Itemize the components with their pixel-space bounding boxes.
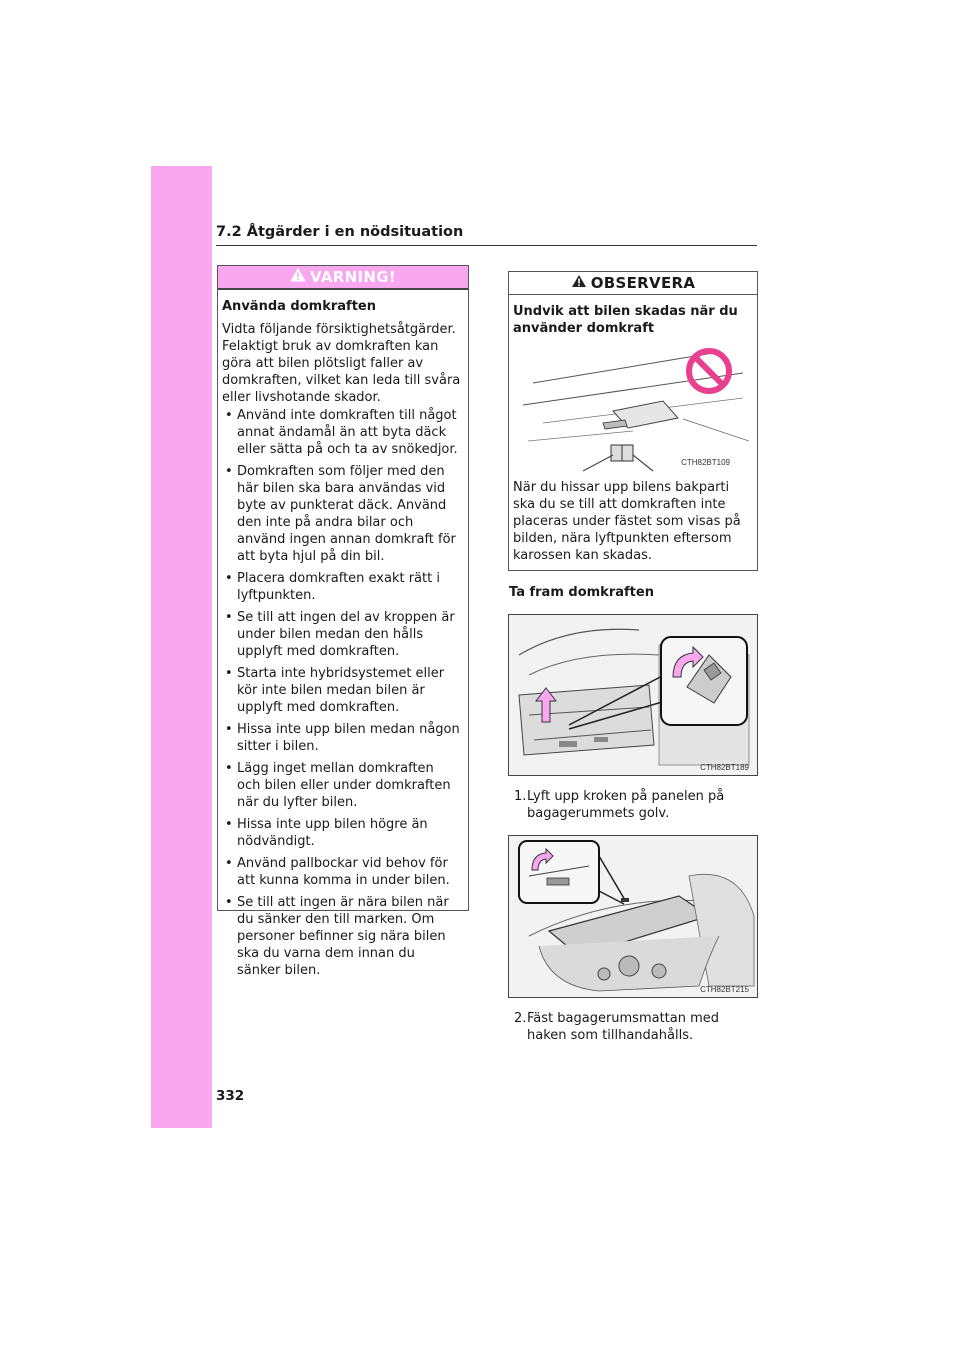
notice-text: När du hissar upp bilens bakparti ska du se till att domkraften inte placeras under fästet som visas på bilden, nära lyftpunkten eftersom karossen kan skadas.: [513, 480, 741, 563]
step-number: 2.: [514, 1011, 527, 1026]
figure-code: CTH82BT189: [700, 763, 749, 772]
figure-trunk-floor-hook: [508, 614, 758, 776]
jack-section-heading: Ta fram domkraften: [509, 585, 654, 600]
list-item: • Domkraften som följer med den här bilen ska bara användas vid byte av punkterat däck. Använd den inte på andra bilar och använd ingen annan domkraft för att byta hjul på din bil.: [225, 464, 456, 564]
notice-box: [508, 271, 758, 571]
step-text: Lyft upp kroken på panelen på bagagerummets golv.: [527, 789, 725, 821]
figure-trunk-mat-hook: [508, 835, 758, 998]
list-item: • Se till att ingen är nära bilen när du sänker den till marken. Om personer befinner sig nära bilen ska du varna dem innan du sänker bilen.: [225, 895, 449, 978]
list-item: • Se till att ingen del av kroppen är under bilen medan den hålls upplyft med domkraften.: [225, 610, 455, 659]
figure-code: CTH82BT109: [681, 458, 730, 467]
warning-triangle-icon: [571, 274, 587, 292]
warning-title: Använda domkraften: [222, 299, 376, 314]
section-header: 7.2 Åtgärder i en nödsituation: [216, 224, 757, 246]
list-item: • Använd inte domkraften till något annat ändamål än att byta däck eller sätta på och ta av snökedjor.: [225, 408, 458, 457]
up-arrow-icon: [535, 687, 557, 723]
warning-header: [218, 266, 468, 290]
page-number: 332: [216, 1088, 245, 1104]
curved-arrow-icon: [529, 848, 555, 872]
warning-header-label: VARNING!: [310, 267, 396, 286]
notice-header-label: OBSERVERA: [590, 273, 696, 292]
warning-intro: Vidta följande försiktighetsåtgärder. Felaktigt bruk av domkraften kan göra att bilen plötsligt faller av domkraften, vilket kan leda till svåra eller livshotande skador.: [222, 322, 461, 405]
prohibition-icon: [685, 347, 733, 395]
list-item: • Hissa inte upp bilen medan någon sitter i bilen.: [225, 722, 460, 754]
list-item: • Placera domkraften exakt rätt i lyftpunkten.: [225, 571, 440, 603]
step-1: [508, 788, 758, 822]
step-2: [508, 1010, 758, 1044]
figure-code: CTH82BT215: [700, 985, 749, 994]
side-tab-strip: [151, 166, 212, 1128]
warning-box: [217, 265, 469, 978]
list-item: • Starta inte hybridsystemet eller kör inte bilen medan bilen är upplyft med domkraften.: [225, 666, 445, 715]
step-text: Fäst bagagerumsmattan med haken som tillhandahålls.: [527, 1011, 720, 1043]
warning-triangle-icon: [290, 268, 306, 286]
step-number: 1.: [514, 789, 527, 804]
notice-title: Undvik att bilen skadas när du använder domkraft: [513, 304, 738, 336]
notice-figure: [513, 343, 750, 473]
list-item: • Använd pallbockar vid behov för att kunna komma in under bilen.: [225, 856, 450, 888]
warning-bullet-list: [222, 407, 461, 979]
notice-header: [509, 272, 757, 295]
curved-arrow-icon: [669, 645, 705, 679]
list-item: • Lägg inget mellan domkraften och bilen eller under domkraften när du lyfter bilen.: [225, 761, 451, 810]
list-item: • Hissa inte upp bilen högre än nödvändigt.: [225, 817, 428, 849]
